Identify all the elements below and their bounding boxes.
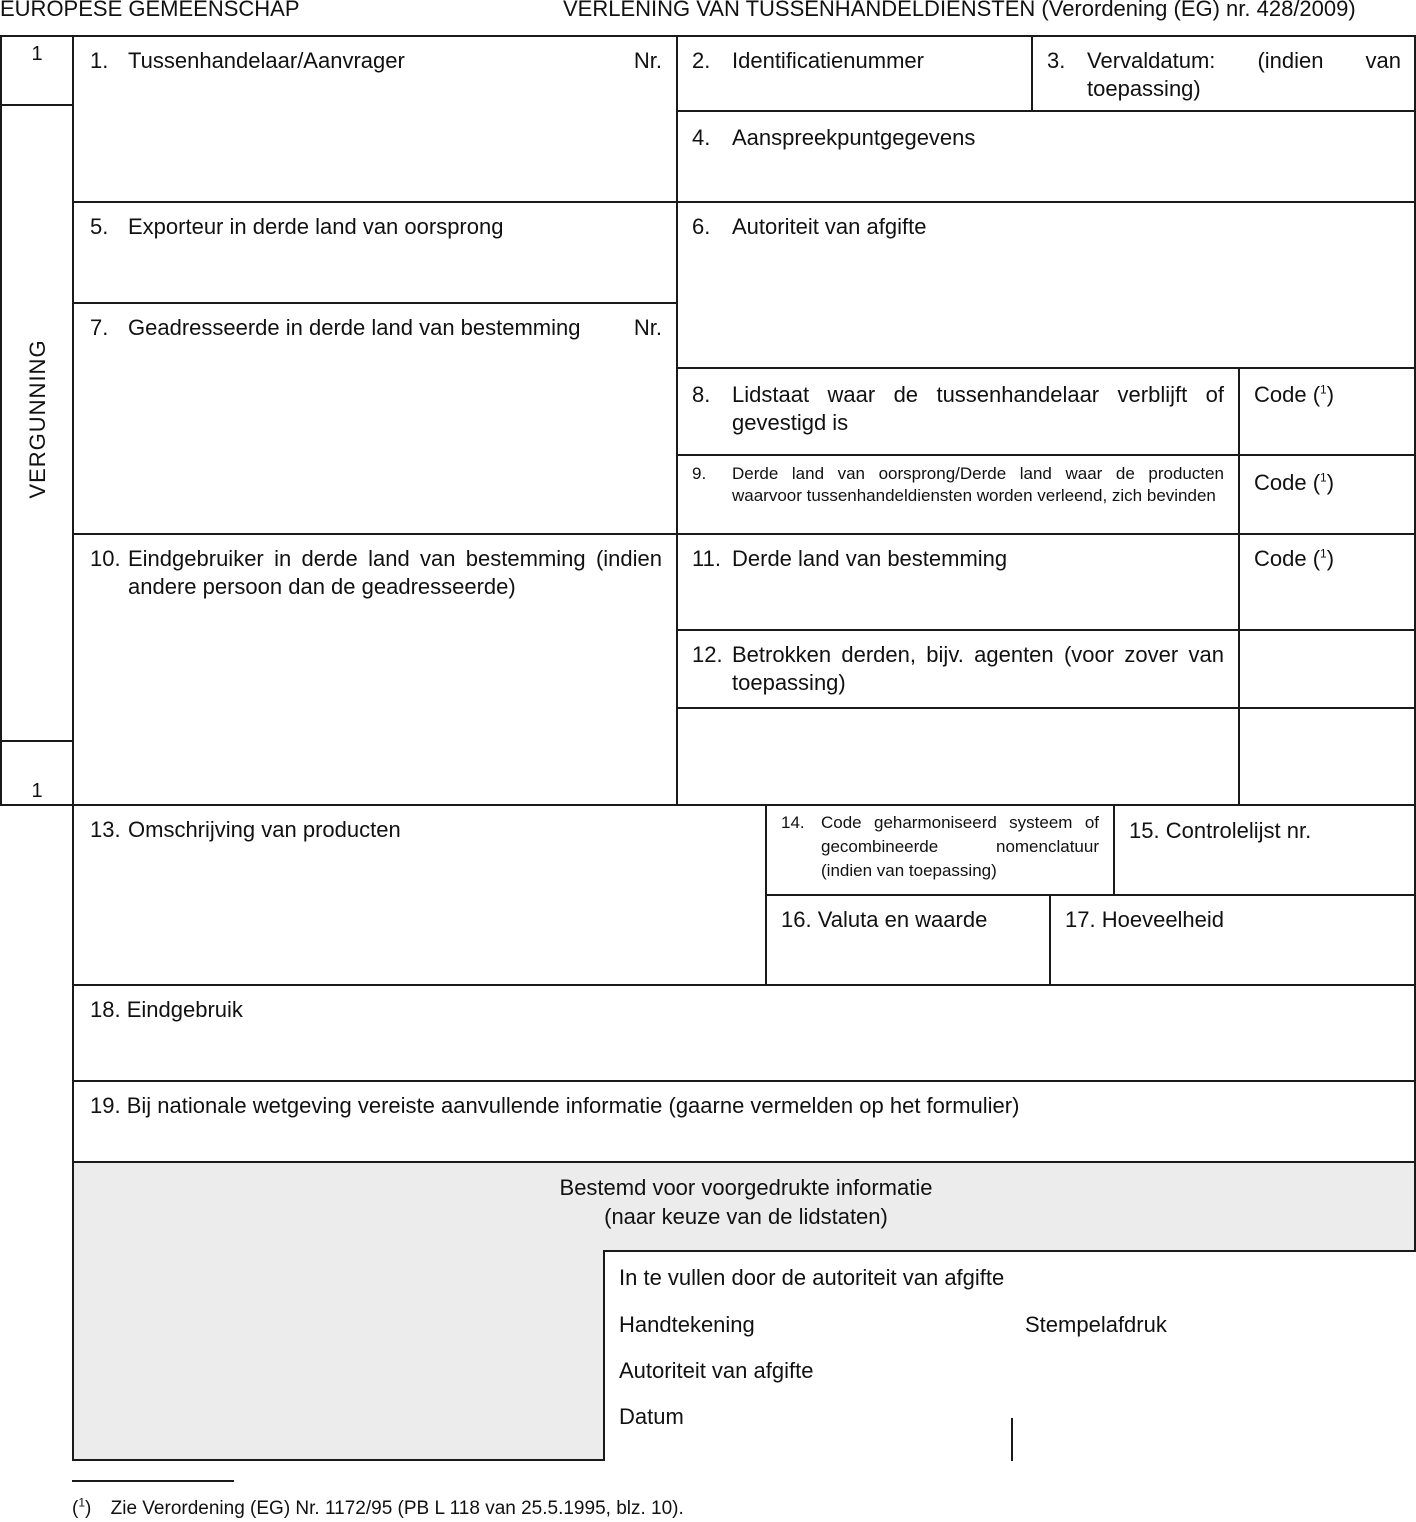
box-16-label: Valuta en waarde [817,907,988,932]
box-12-third-parties[interactable] [676,629,1240,709]
box-5-number: 5. [90,214,109,239]
box-9-code-label: Code ($^1$) [1254,470,1335,495]
box-18-label: Eindgebruik [126,997,243,1022]
box-5-label: Exporteur in derde land van oorsprong [128,214,504,239]
box-8-member-state[interactable] [676,367,1240,456]
footnote-rule [72,1480,234,1482]
box-8-number: 8. [692,382,711,407]
box-14-label: Code geharmoniseerd systeem of gecombineerde nomenclatuur (indien van toepassing) [821,813,1099,880]
box-3-label: Vervaldatum: (indien van toepassing) [1087,48,1401,101]
box-19-label: Bij nationale wetgeving vereiste aanvullende informatie (gaarne vermelden op het formulier) [126,1093,1020,1118]
box-7-consignee[interactable] [72,302,678,535]
box-11-code-label: Code ($^1$) [1254,546,1335,571]
copy-number-bottom: 1 [31,780,43,802]
vergunning-label: VERGUNNING [25,339,50,499]
box-1-number: 1. [90,48,109,73]
box-9-code[interactable] [1238,454,1416,535]
box-1-label: Tussenhandelaar/Aanvrager [128,48,405,73]
box-14-hs-code[interactable] [765,804,1115,896]
box-8-code-label: Code ($^1$) [1254,382,1335,407]
date-label: Datum [619,1404,684,1429]
box-7-nr: Nr. [633,315,662,340]
box-12-label: Betrokken derden, bijv. agenten (voor zover van toepassing) [732,642,1224,695]
header-community: EUROPESE GEMEENSCHAP [0,0,300,21]
box-17-number: 17. [1065,907,1096,932]
box-6-label: Autoriteit van afgifte [732,214,927,239]
box-6-issuing-authority[interactable] [676,201,1416,369]
header-form-title: VERLENING VAN TUSSENHANDELDIENSTEN (Verordening (EG) nr. 428/2009) [563,0,1356,21]
box-11-destination-country[interactable] [676,533,1240,631]
copy-number-top: 1 [31,43,43,65]
box-17-quantity[interactable] [1049,894,1416,986]
box-11-code[interactable] [1238,533,1416,631]
box-12-number: 12. [692,642,723,667]
box-9-label: Derde land van oorsprong/Derde land waar de producten waarvoor tussenhandeldiensten worden verleend, zich bevinden [732,464,1224,505]
box-10-end-user[interactable] [72,533,678,806]
box-19-number: 19. [90,1093,121,1118]
footnote-text: Zie Verordening (EG) Nr. 1172/95 (PB L 118 van 25.5.1995, blz. 10). [110,1498,684,1519]
copy-number-top-cell [0,35,74,106]
box-18-number: 18. [90,997,121,1022]
box-13-number: 13. [90,817,121,842]
box-10-number: 10. [90,546,121,571]
box-19-national-info[interactable] [72,1080,1416,1163]
box-6-number: 6. [692,214,711,239]
preprinted-line-1: Bestemd voor voorgedrukte informatie [559,1175,933,1200]
box-18-end-use[interactable] [72,984,1416,1082]
box-1-nr: Nr. [633,48,662,73]
stamp-label: Stempelafdruk [1025,1312,1167,1337]
box-8-label: Lidstaat waar de tussenhandelaar verblijft of gevestigd is [732,382,1224,435]
box-9-number: 9. [692,464,707,483]
box-3-number: 3. [1047,48,1066,73]
box-2-label: Identificatienummer [732,48,924,73]
box-12-entry[interactable] [676,707,1240,806]
box-1-applicant[interactable] [72,35,678,203]
issuing-authority-label: Autoriteit van afgifte [619,1358,814,1383]
footnote [72,1497,684,1521]
preprinted-line-2: (naar keuze van de lidstaten) [604,1204,888,1229]
authority-title: In te vullen door de autoriteit van afgifte [619,1265,1005,1290]
box-11-number: 11. [692,546,721,571]
side-label-cell [0,104,74,742]
authority-box[interactable] [603,1250,1416,1461]
box-13-label: Omschrijving van producten [128,817,401,842]
box-10-label: Eindgebruiker in derde land van bestemming (indien andere persoon dan de geadresseerde) [128,546,662,599]
box-4-label: Aanspreekpuntgegevens [732,125,976,150]
box-8-code[interactable] [1238,367,1416,456]
box-5-exporter[interactable] [72,201,678,304]
footnote-marker: ($^1$) [72,1495,92,1519]
box-15-number: 15. [1129,818,1160,843]
box-13-product-description[interactable] [72,804,767,986]
box-16-currency-value[interactable] [765,894,1051,986]
box-3-expiry[interactable] [1031,35,1416,112]
box-12-extra[interactable] [1238,629,1416,709]
box-7-label: Geadresseerde in derde land van bestemming [128,315,581,340]
box-2-number: 2. [692,48,711,73]
box-4-number: 4. [692,125,711,150]
box-11-label: Derde land van bestemming [732,546,1008,571]
box-15-control-list[interactable] [1113,804,1416,896]
box-16-number: 16. [781,907,812,932]
signature-label: Handtekening [619,1312,755,1337]
box-7-number: 7. [90,315,109,340]
box-15-label: Controlelijst nr. [1165,818,1312,843]
signature-stamp-divider [1011,1418,1013,1461]
box-12-entry-extra[interactable] [1238,707,1416,806]
box-14-number: 14. [781,813,805,832]
box-4-contact[interactable] [676,110,1416,203]
box-2-identification[interactable] [676,35,1033,112]
box-9-origin-country[interactable] [676,454,1240,535]
box-17-label: Hoeveelheid [1101,907,1225,932]
copy-number-bottom-cell [0,740,74,806]
